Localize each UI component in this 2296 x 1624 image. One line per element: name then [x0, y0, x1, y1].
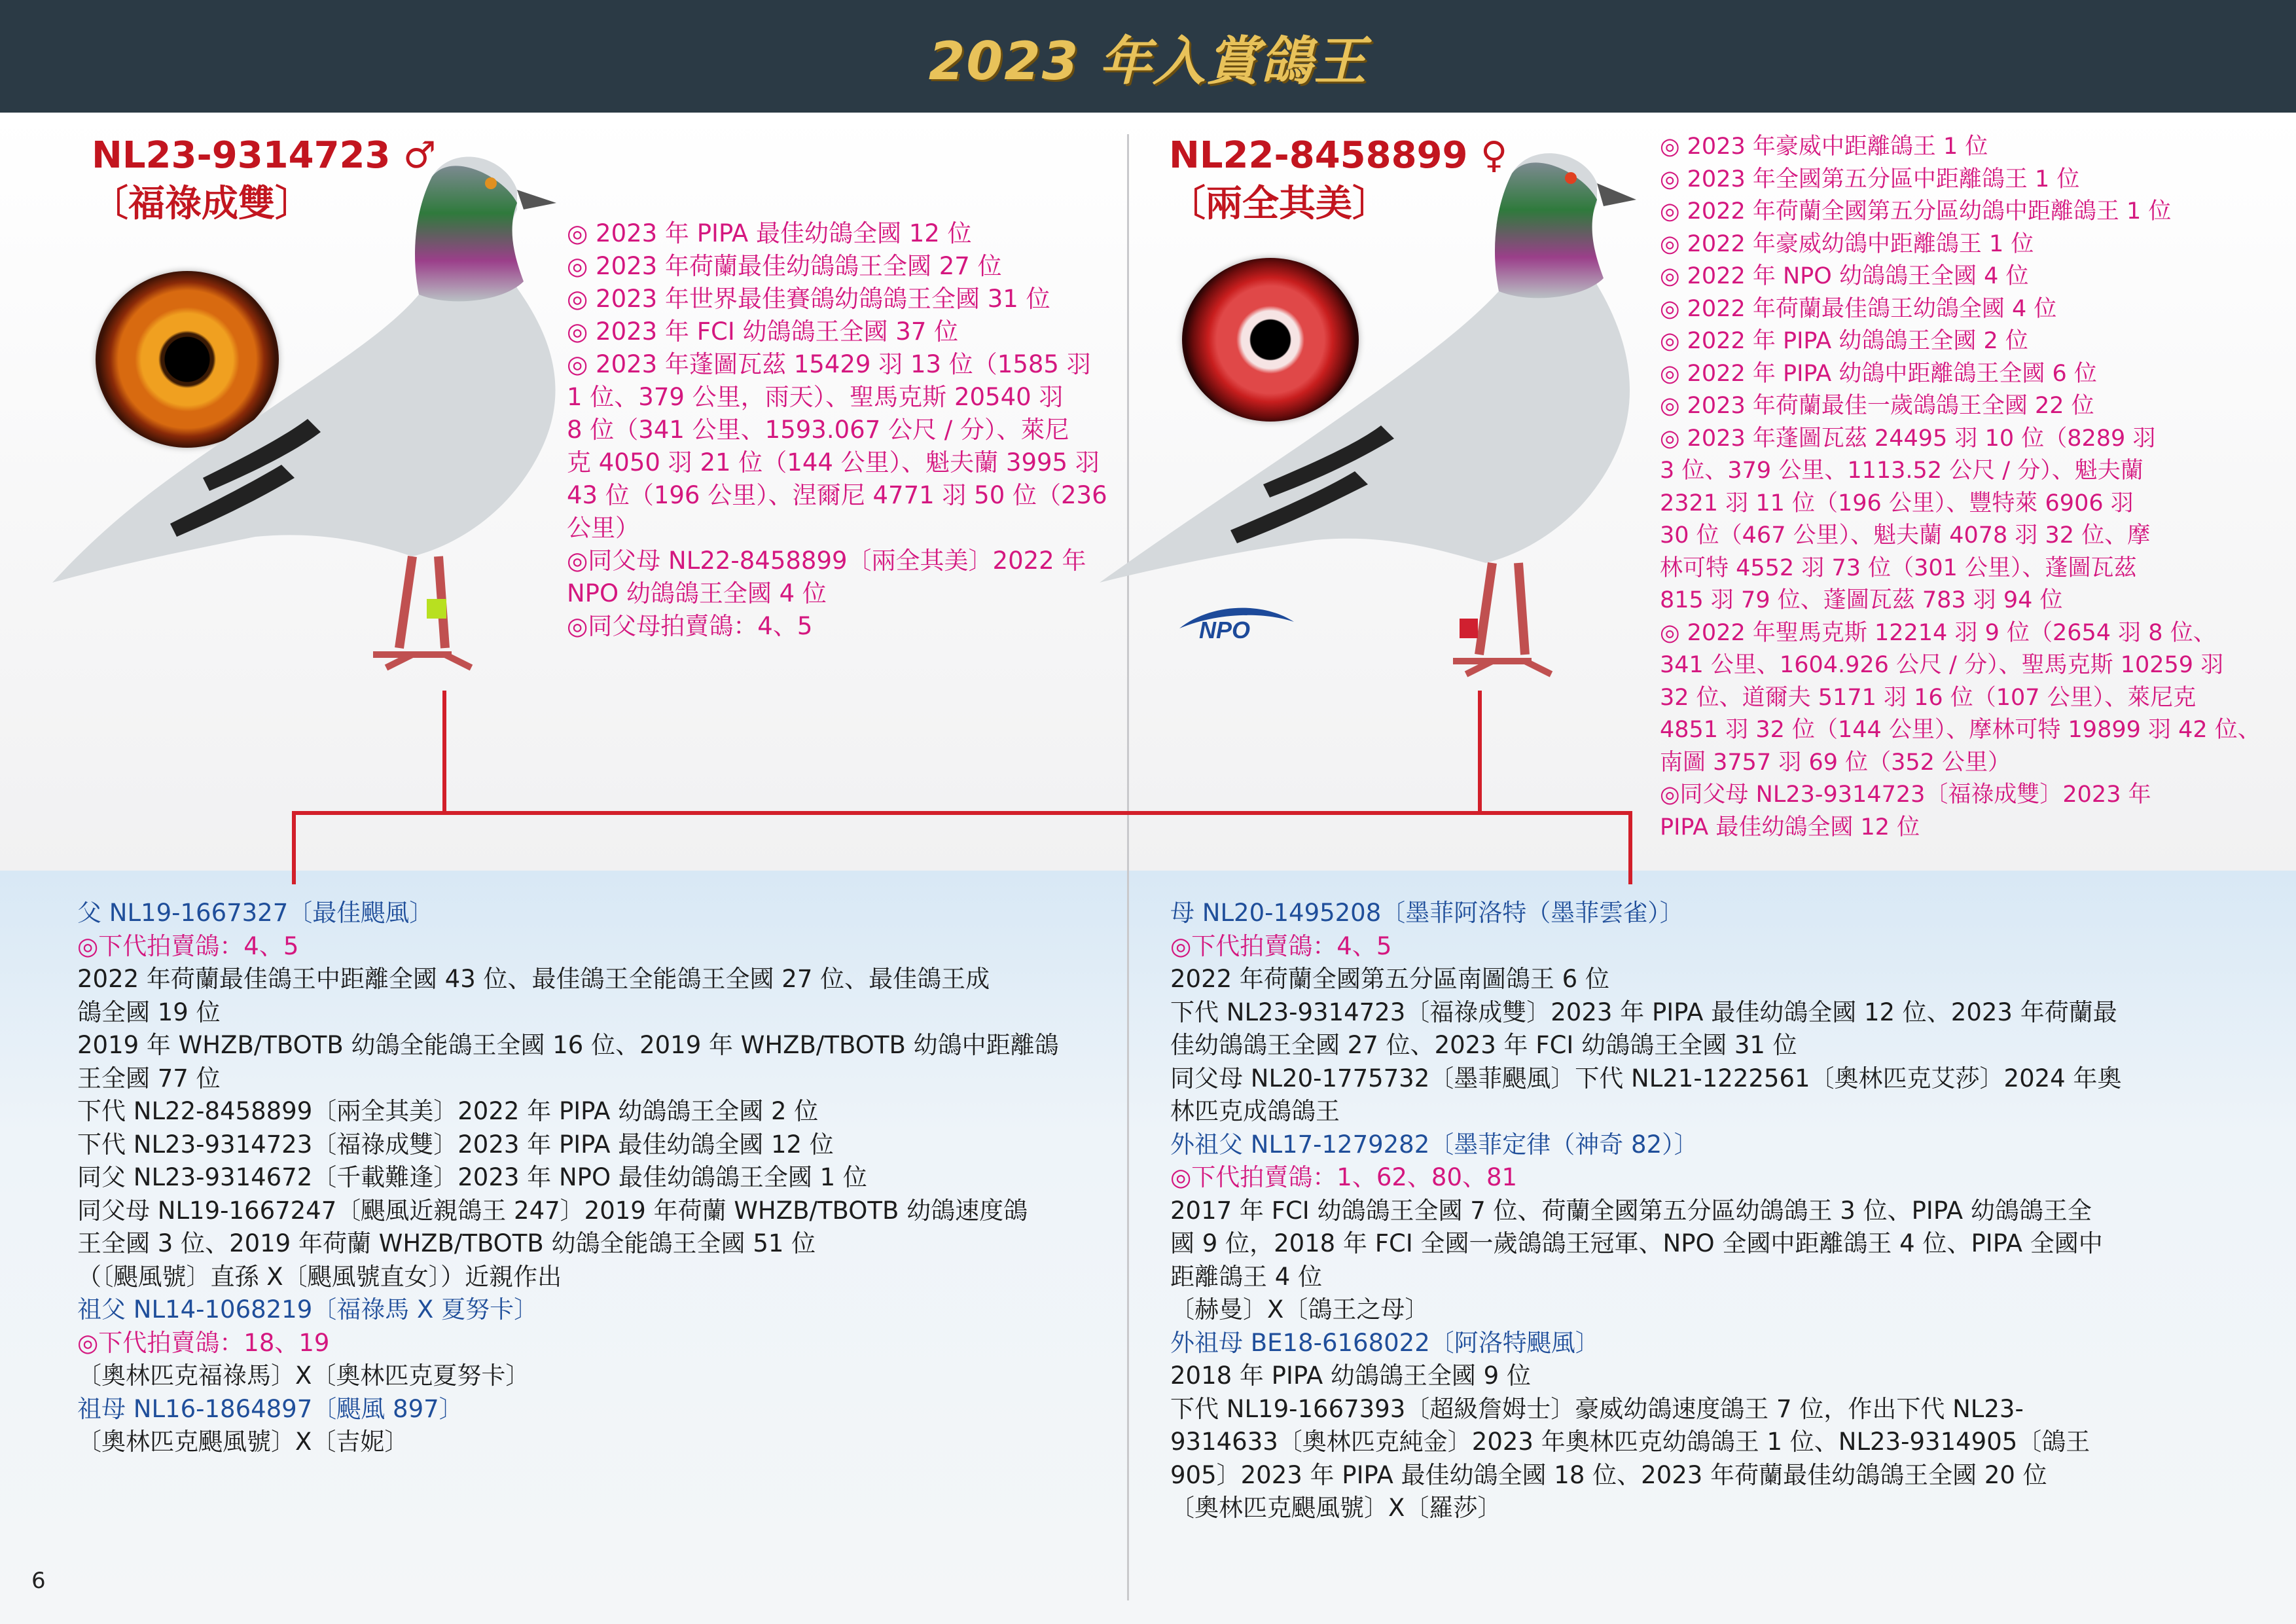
pedigree-heading: 祖母 NL16-1864897〔颶風 897〕 — [77, 1394, 463, 1423]
achievement-line: ◎ 2022 年 NPO 幼鴿鴿王全國 4 位 — [1660, 263, 2029, 289]
achievement-line: ◎同父母 NL22-8458899〔兩全其美〕2022 年 — [567, 547, 1086, 575]
pedigree-line: 林匹克成鴿鴿王 — [1170, 1097, 1340, 1125]
achievement-line: ◎ 2023 年荷蘭最佳幼鴿鴿王全國 27 位 — [567, 252, 1002, 280]
left-bird-achievements — [567, 217, 1107, 643]
pedigree-line: 〔奧林匹克颶風號〕X〔羅莎〕 — [1170, 1494, 1502, 1522]
achievement-line: ◎ 2022 年荷蘭全國第五分區幼鴿中距離鴿王 1 位 — [1660, 198, 2172, 225]
achievement-line: ◎ 2023 年全國第五分區中距離鴿王 1 位 — [1660, 166, 2080, 192]
pedigree-line: 距離鴿王 4 位 — [1170, 1262, 1323, 1291]
achievement-line: PIPA 最佳幼鴿全國 12 位 — [1660, 814, 1920, 840]
pedigree-line: 2022 年荷蘭最佳鴿王中距離全國 43 位、最佳鴿王全能鴿王全國 27 位、最佳鴿王成 — [77, 965, 990, 993]
achievement-line: 1 位、379 公里，雨天）、聖馬克斯 20540 羽 — [567, 383, 1064, 411]
achievement-line: ◎ 2022 年豪威幼鴿中距離鴿王 1 位 — [1660, 230, 2034, 257]
achievement-line: 43 位（196 公里）、涅爾尼 4771 羽 50 位（236 — [567, 481, 1107, 509]
achievement-line: ◎ 2022 年聖馬克斯 12214 羽 9 位（2654 羽 8 位、 — [1660, 619, 2216, 646]
achievement-line: 8 位（341 公里、1593.067 公尺 / 分）、萊尼 — [567, 416, 1069, 444]
auction-note: ◎下代拍賣鴿：4、5 — [77, 931, 299, 960]
pedigree-heading: 祖父 NL14-1068219〔福祿馬 X 夏努卡〕 — [77, 1295, 539, 1324]
page-title: 2023 年入賞鴿王 — [928, 30, 1368, 92]
auction-note: ◎下代拍賣鴿：1、62、80、81 — [1170, 1163, 1518, 1191]
right-bird-nickname: 〔兩全其美〕 — [1169, 183, 1389, 225]
pedigree-line: 2017 年 FCI 幼鴿鴿王全國 7 位、荷蘭全國第五分區幼鴿鴿王 3 位、PIPA 幼鴿鴿王全 — [1170, 1196, 2092, 1225]
svg-text:NPO: NPO — [1199, 617, 1251, 641]
pedigree-line: 同父 NL23-9314672〔千載難逢〕2023 年 NPO 最佳幼鴿鴿王全國 1 位 — [77, 1163, 867, 1191]
achievement-line: 3 位、379 公里、1113.52 公尺 / 分）、魁夫蘭 — [1660, 458, 2144, 484]
achievement-line: 30 位（467 公里）、魁夫蘭 4078 羽 32 位、摩 — [1660, 522, 2151, 549]
page-number: 6 — [31, 1568, 46, 1594]
achievement-line: ◎ 2023 年 FCI 幼鴿鴿王全國 37 位 — [567, 317, 959, 346]
achievement-line: ◎ 2022 年 PIPA 幼鴿鴿王全國 2 位 — [1660, 328, 2028, 354]
pedigree-line: 王全國 3 位、2019 年荷蘭 WHZB/TBOTB 幼鴿全能鴿王全國 51 位 — [77, 1229, 816, 1257]
achievement-line: ◎ 2022 年荷蘭最佳鴿王幼鴿全國 4 位 — [1660, 295, 2057, 322]
tree-line-dam-drop — [1628, 811, 1632, 884]
pedigree-line: 下代 NL23-9314723〔福祿成雙〕2023 年 PIPA 最佳幼鴿全國 12 位、2023 年荷蘭最 — [1170, 998, 2117, 1026]
achievement-line: ◎ 2023 年 PIPA 最佳幼鴿全國 12 位 — [567, 219, 972, 247]
right-pigeon-photo — [1093, 137, 1656, 681]
achievement-line: 32 位、道爾夫 5171 羽 16 位（107 公里）、萊尼克 — [1660, 684, 2197, 711]
dam-pedigree — [1170, 897, 2121, 1525]
achievement-line: 克 4050 羽 21 位（144 公里）、魁夫蘭 3995 羽 — [567, 448, 1100, 477]
achievement-line: 815 羽 79 位、蓬圖瓦茲 783 羽 94 位 — [1660, 587, 2063, 613]
pedigree-line: 同父母 NL20-1775732〔墨菲颶風〕下代 NL21-1222561〔奧林匹克艾莎〕2024 年奧 — [1170, 1064, 2122, 1092]
achievement-line: ◎ 2023 年荷蘭最佳一歲鴿鴿王全國 22 位 — [1660, 393, 2094, 419]
pedigree-line: 下代 NL23-9314723〔福祿成雙〕2023 年 PIPA 最佳幼鴿全國 12 位 — [77, 1130, 834, 1159]
pedigree-heading: 父 NL19-1667327〔最佳颶風〕 — [77, 899, 434, 927]
tree-line-sire-drop — [292, 811, 296, 884]
pedigree-line: 同父母 NL19-1667247〔颶風近親鴿王 247〕2019 年荷蘭 WHZB/TBOTB 幼鴿速度鴿 — [77, 1196, 1028, 1225]
npo-logo — [1173, 602, 1297, 641]
left-bird-nickname: 〔福祿成雙〕 — [92, 183, 312, 225]
tree-line-right-vertical — [1478, 691, 1482, 813]
tree-line-left-vertical — [442, 691, 446, 813]
tree-line-horizontal — [292, 811, 1632, 815]
pedigree-heading: 外祖母 BE18-6168022〔阿洛特颶風〕 — [1170, 1328, 1600, 1357]
left-bird-ring-number: NL23-9314723 ♂ — [92, 134, 437, 177]
pedigree-heading: 母 NL20-1495208〔墨菲阿洛特（墨菲雲雀）〕 — [1170, 899, 1684, 927]
achievement-line: 4851 羽 32 位（144 公里）、摩林可特 19899 羽 42 位、 — [1660, 717, 2261, 743]
pedigree-line: 〔奧林匹克颶風號〕X〔吉妮〕 — [77, 1428, 409, 1456]
auction-note: ◎下代拍賣鴿：4、5 — [1170, 931, 1392, 960]
achievement-line: ◎同父母 NL23-9314723〔福祿成雙〕2023 年 — [1660, 782, 2151, 808]
pedigree-line: 〔奧林匹克福祿馬〕X〔奧林匹克夏努卡〕 — [77, 1362, 530, 1390]
sire-pedigree — [77, 897, 1059, 1459]
left-pigeon-photo — [46, 137, 596, 674]
achievement-line: 林可特 4552 羽 73 位（301 公里）、蓬圖瓦茲 — [1660, 554, 2137, 581]
right-bird-achievements — [1660, 131, 2261, 844]
achievement-line: ◎ 2023 年蓬圖瓦茲 24495 羽 10 位（8289 羽 — [1660, 425, 2156, 452]
pedigree-line: 2022 年荷蘭全國第五分區南圖鴿王 6 位 — [1170, 965, 1609, 993]
pedigree-line: 2018 年 PIPA 幼鴿鴿王全國 9 位 — [1170, 1362, 1531, 1390]
achievement-line: ◎同父母拍賣鴿：4、5 — [567, 612, 813, 640]
pedigree-line: 國 9 位，2018 年 FCI 全國一歲鴿鴿王冠軍、NPO 全國中距離鴿王 4 位、PIPA 全國中 — [1170, 1229, 2103, 1257]
pedigree-line: （〔颶風號〕直孫 X〔颶風號直女〕）近親作出 — [77, 1262, 562, 1291]
right-bird-ring-number: NL22-8458899 ♀ — [1169, 134, 1507, 177]
achievement-line: ◎ 2022 年 PIPA 幼鴿中距離鴿王全國 6 位 — [1660, 360, 2097, 387]
pedigree-line: 鴿全國 19 位 — [77, 998, 221, 1026]
pedigree-line: 2019 年 WHZB/TBOTB 幼鴿全能鴿王全國 16 位、2019 年 WHZB/TBOTB 幼鴿中距離鴿 — [77, 1031, 1059, 1059]
pedigree-line: 9314633〔奧林匹克純金〕2023 年奧林匹克幼鴿鴿王 1 位、NL23-9314905〔鴿王 — [1170, 1428, 2090, 1456]
pedigree-line: 下代 NL19-1667393〔超級詹姆士〕豪威幼鴿速度鴿王 7 位，作出下代 NL23- — [1170, 1394, 2024, 1423]
pedigree-line: 王全國 77 位 — [77, 1064, 221, 1092]
achievement-line: ◎ 2023 年世界最佳賽鴿幼鴿鴿王全國 31 位 — [567, 285, 1050, 313]
pedigree-line: 下代 NL22-8458899〔兩全其美〕2022 年 PIPA 幼鴿鴿王全國 2 位 — [77, 1097, 819, 1125]
auction-note: ◎下代拍賣鴿：18、19 — [77, 1328, 330, 1357]
achievement-line: 2321 羽 11 位（196 公里）、豐特萊 6906 羽 — [1660, 490, 2134, 516]
pedigree-line: 〔赫曼〕X〔鴿王之母〕 — [1170, 1295, 1429, 1324]
achievement-line: 南圖 3757 羽 69 位（352 公里） — [1660, 749, 2011, 776]
pedigree-heading: 外祖父 NL17-1279282〔墨菲定律（神奇 82）〕 — [1170, 1130, 1698, 1159]
pedigree-line: 佳幼鴿鴿王全國 27 位、2023 年 FCI 幼鴿鴿王全國 31 位 — [1170, 1031, 1797, 1059]
achievement-line: NPO 幼鴿鴿王全國 4 位 — [567, 579, 827, 607]
achievement-line: ◎ 2023 年豪威中距離鴿王 1 位 — [1660, 134, 1988, 160]
pedigree-line: 905〕2023 年 PIPA 最佳幼鴿全國 18 位、2023 年荷蘭最佳幼鴿鴿王全國 20 位 — [1170, 1460, 2047, 1489]
achievement-line: ◎ 2023 年蓬圖瓦茲 15429 羽 13 位（1585 羽 — [567, 350, 1091, 378]
achievement-line: 341 公里、1604.926 公尺 / 分）、聖馬克斯 10259 羽 — [1660, 652, 2224, 678]
achievement-line: 公里） — [567, 514, 639, 542]
